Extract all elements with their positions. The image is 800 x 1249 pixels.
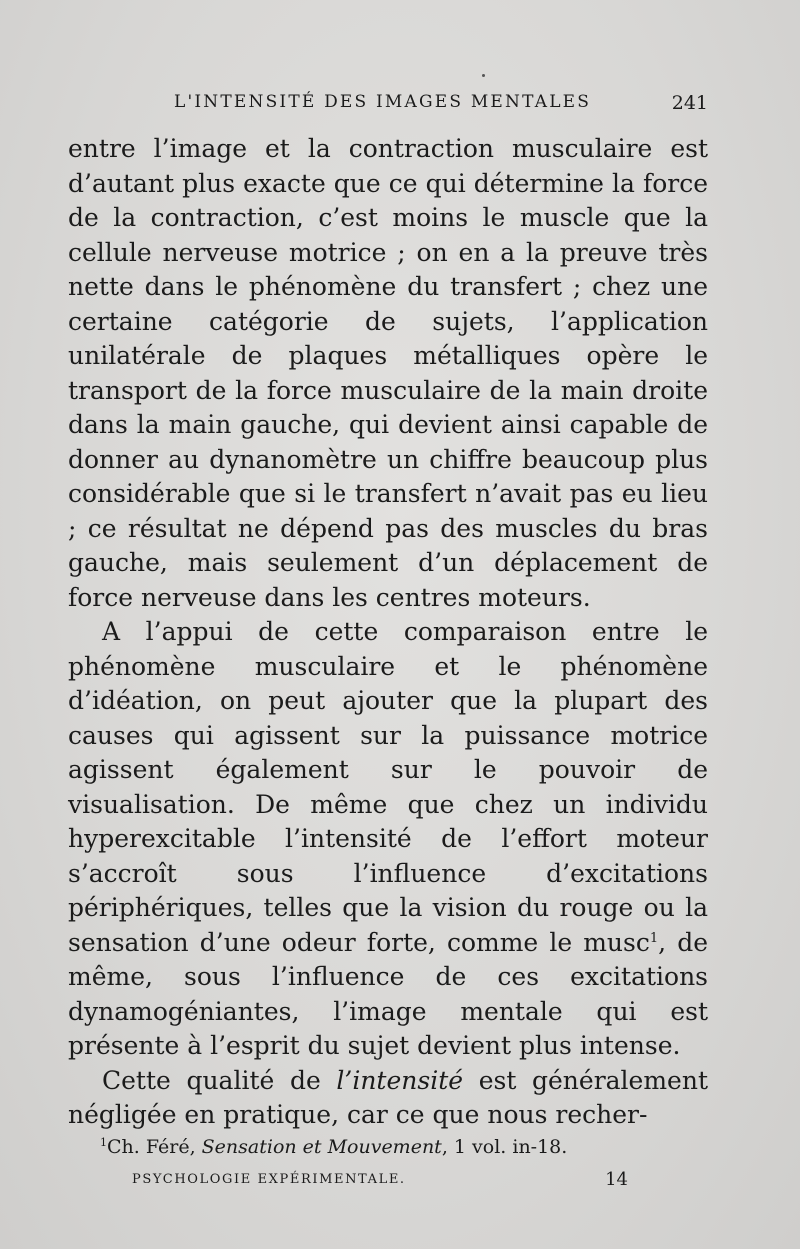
- paragraph-3-text-b: est généralement négligée en pratique, car ce que nous recher-: [68, 1065, 708, 1129]
- paragraph-1: entre l’image et la contraction musculaire est d’autant plus exacte que ce qui détermine la force de la contraction, c’est moins le muscle que la cellule nerveuse motrice ; on en a la preuve très nette dans le phénomène du transfert ; chez une certaine catégorie de sujets, l’application unilatérale de plaques métalliques opère le transport de la force musculaire de la main droite dans la main gauche, qui devient ainsi capable de donner au dynanomètre un chiffre beaucoup plus considérable que si le transfert n’avait pas eu lieu ; ce résultat ne dépend pas des muscles du bras gauche, mais seulement d’un déplacement de force nerveuse dans les centres moteurs.: [68, 134, 708, 612]
- running-title: L'INTENSITÉ DES IMAGES MENTALES: [174, 92, 592, 112]
- footnote-reference: 1: [649, 930, 659, 946]
- footnote-work-title: Sensation et Mouvement: [201, 1136, 442, 1158]
- footnote-author: Ch. Féré,: [107, 1136, 202, 1158]
- running-head: [68, 92, 708, 122]
- print-speck: [482, 74, 485, 77]
- signature-line: [132, 1169, 628, 1190]
- footnote-details: , 1 vol. in-18.: [441, 1136, 568, 1158]
- signature-label: PSYCHOLOGIE EXPÉRIMENTALE.: [132, 1172, 406, 1187]
- paragraph-2-text-a: A l’appui de cette comparaison entre le phénomène musculaire et le phénomène d’idéation, on peut ajouter que la plupart des causes qui agissent sur la puissance motrice agissent également sur le pouvoir de visualisation. De même que chez un individu hyperexcitable l’intensité de l’effort moteur s’accroît sous l’influence d’excitations périphériques, telles que la vision du rouge ou la sensation d’une odeur forte, comme le musc: [68, 617, 708, 957]
- signature-number: 14: [605, 1169, 628, 1190]
- paragraph-2-text-b: , de même, sous l’influence de ces excitations dynamogéniantes, l’image mentale qui est présente à l’esprit du sujet devient plus intense.: [68, 927, 708, 1060]
- footnote: [100, 1136, 567, 1158]
- paragraph-3-text-a: Cette qualité de: [102, 1065, 337, 1095]
- page-number: 241: [671, 92, 708, 114]
- paragraph-3: [68, 1064, 708, 1133]
- footnote-mark: 1: [100, 1136, 107, 1149]
- paragraph-3-italic: l’intensité: [336, 1065, 464, 1095]
- body-text: [68, 132, 708, 1133]
- paragraph-2: [68, 615, 708, 1064]
